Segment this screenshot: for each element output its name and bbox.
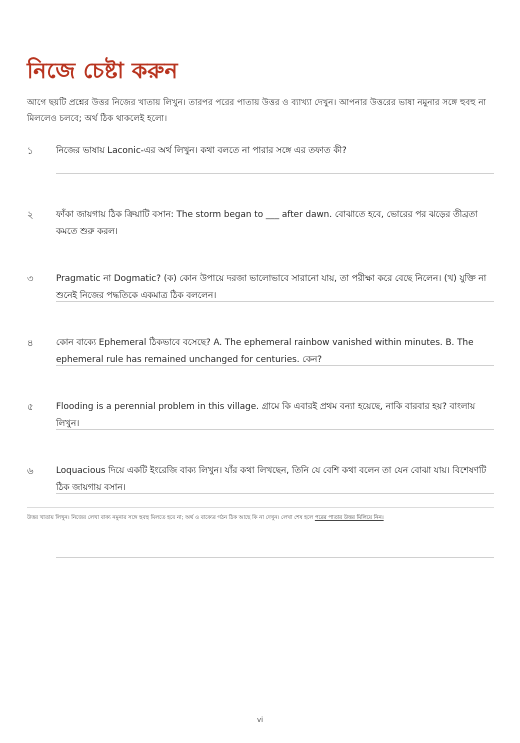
question-item	[27, 397, 494, 461]
question-text: Flooding is a perennial problem in this village. গ্রামে কি এবারই প্রথম বন্যা হয়েছে, নাকি বারবার হয়? বাংলায় লিখুন।	[56, 402, 476, 429]
question-item	[27, 141, 494, 205]
intro-paragraph: আগে ছয়টি প্রশ্নের উত্তর নিজের খাতায় লিখুন। তারপর পরের পাতায় উত্তর ও ব্যাখ্যা দেখুন। আপনার উত্তরের ভাষা নমুনার সঙ্গে হুবহু না মিললেও চলবে; অর্থ ঠিক থাকলেই হলো।	[27, 98, 486, 124]
question-text: ফাঁকা জায়গায় ঠিক ক্রিয়াটি বসান: The storm began to ___ after dawn. বোঝাতে হবে, ভোরের পর ঝড়ের তীব্রতা কমতে শুরু করল।	[56, 210, 478, 237]
answer-line	[56, 557, 494, 558]
question-number: ৬	[27, 466, 34, 477]
page-number: vi	[256, 716, 264, 724]
answers-link[interactable]: পরের পাতার উত্তর মিলিয়ে নিন।	[314, 515, 384, 521]
answer-line	[56, 173, 494, 174]
question-number: ৩	[27, 274, 34, 285]
question-item	[27, 269, 494, 333]
question-text: Pragmatic না Dogmatic? (ক) কোন উপায়ে দরজা ভালোভাবে সারানো যায়, তা পরীক্ষা করে বেছে নিলেন। (খ) যুক্তি না শুনেই নিজের পদ্ধতিকে একমাত্র ঠিক বললেন।	[56, 274, 487, 301]
question-item	[27, 333, 494, 397]
footnote	[27, 514, 494, 523]
question-list	[27, 141, 494, 525]
question-number: ১	[27, 146, 34, 157]
question-number: ৫	[27, 402, 34, 413]
page-title: নিজে চেষ্টা করুন	[27, 58, 178, 84]
question-item	[27, 205, 494, 269]
question-text: কোন বাক্যে Ephemeral ঠিকভাবে বসেছে? A. The ephemeral rainbow vanished within minutes. B. The ephemeral rule has remained unchanged for centuries. কেন?	[56, 338, 474, 365]
question-text: Loquacious দিয়ে একটি ইংরেজি বাক্য লিখুন। যাঁর কথা লিখছেন, তিনি যে বেশি কথা বলেন তা যেন বোঝা যায়। বিশেষণটি ঠিক জায়গায় বসান।	[56, 466, 487, 493]
footer-divider	[27, 507, 494, 508]
question-number: ২	[27, 210, 34, 221]
question-text: নিজের ভাষায় Laconic-এর অর্থ লিখুন। কথা বলতে না পারার সঙ্গে এর তফাত কী?	[56, 146, 347, 156]
question-number: ৪	[27, 338, 34, 349]
footnote-text: উত্তর খাতায় লিখুন। নিজের লেখা বাক্য নমুনার সঙ্গে হুবহু মিলতে হবে না; অর্থ ও বাক্যের গঠন ঠিক আছে কি না দেখুন। লেখা শেষ হলে	[27, 515, 315, 521]
